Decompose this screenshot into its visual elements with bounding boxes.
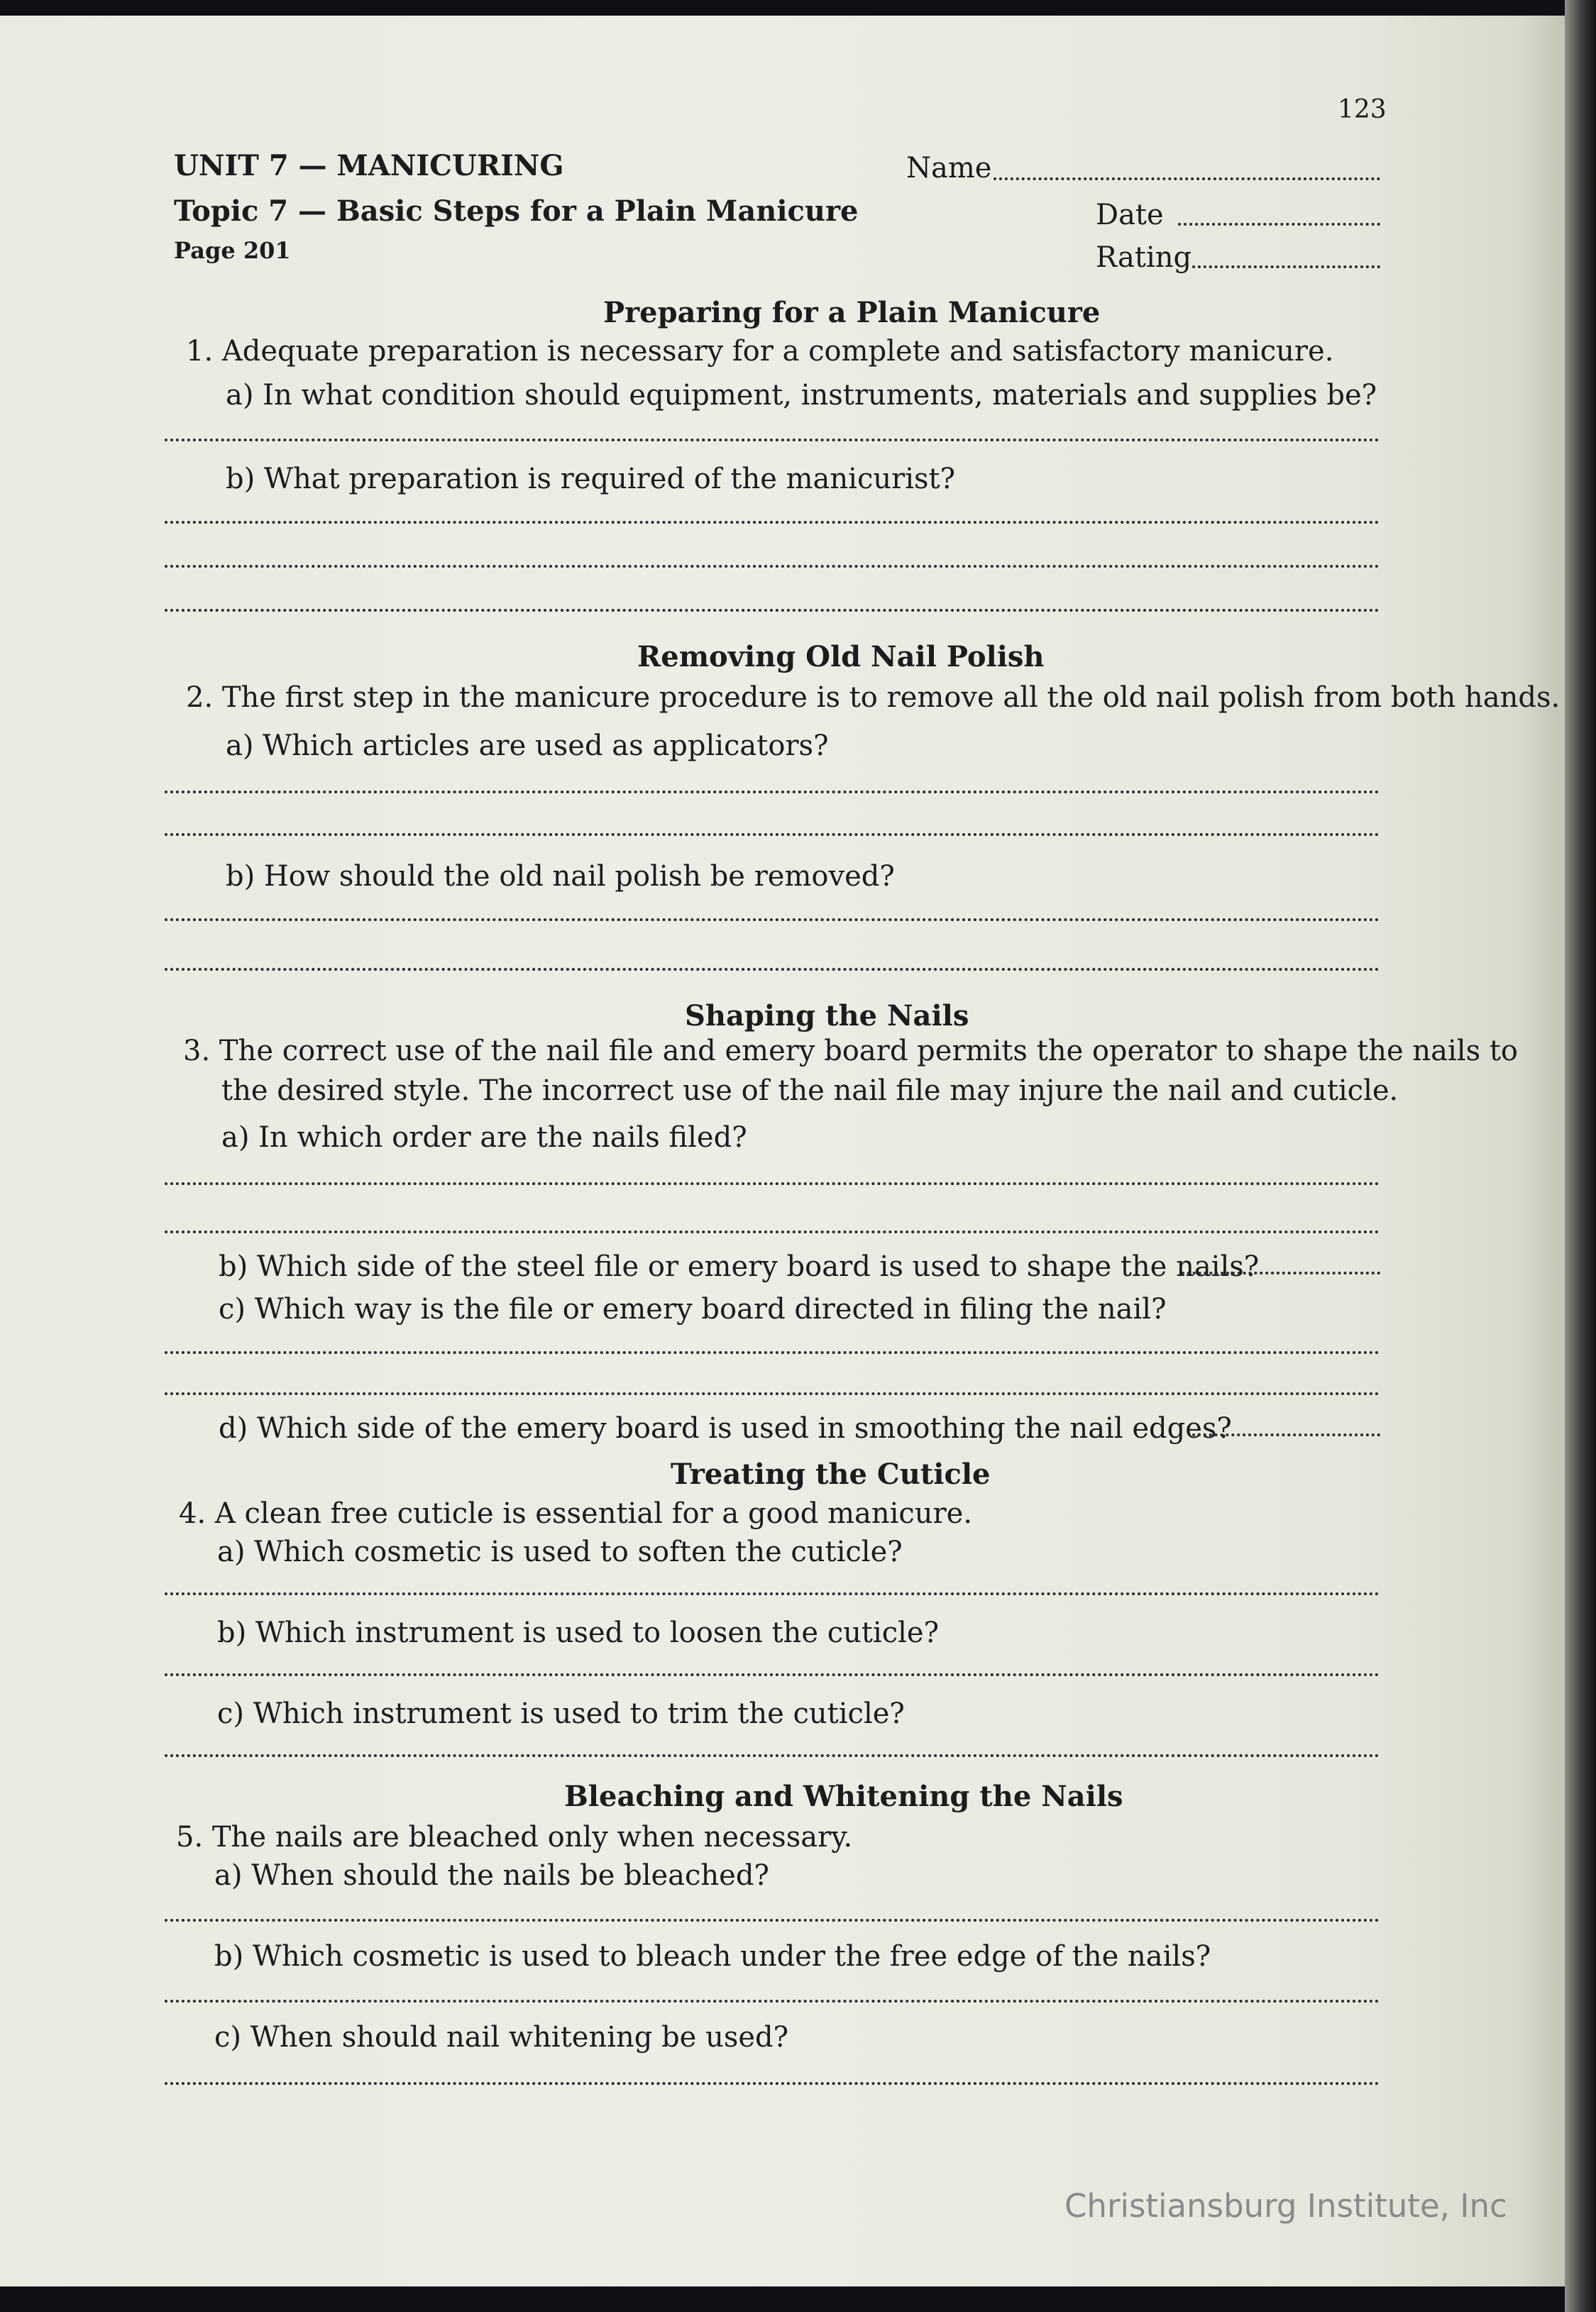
question: a) Which articles are used as applicators? (226, 730, 829, 762)
name-label: Name (906, 152, 992, 185)
section-title: Bleaching and Whitening the Nails (564, 1780, 1123, 1813)
section-intro: the desired style. The incorrect use of the nail file may injure the nail and cuticle. (221, 1074, 1399, 1107)
question: c) When should nail whitening be used? (214, 2021, 789, 2054)
section-intro: 1. Adequate preparation is necessary for a complete and satisfactory manicure. (186, 335, 1334, 368)
page-number: 123 (1338, 95, 1387, 124)
topic-title: Topic 7 — Basic Steps for a Plain Manicure (174, 194, 859, 228)
answer-line[interactable] (1182, 1272, 1380, 1275)
section-intro: 2. The first step in the manicure procedure is to remove all the old nail polish from both hands. (186, 681, 1561, 714)
rating-field[interactable] (1192, 265, 1380, 268)
section-intro: 4. A clean free cuticle is essential for a good manicure. (179, 1497, 973, 1530)
question: a) In what condition should equipment, instruments, materials and supplies be? (226, 379, 1377, 412)
answer-line[interactable] (165, 968, 1380, 971)
answer-line[interactable] (165, 2082, 1380, 2085)
book-spine (1565, 0, 1596, 2312)
answer-line[interactable] (165, 1231, 1380, 1233)
unit-title: UNIT 7 — MANICURING (174, 149, 564, 182)
name-field[interactable] (994, 177, 1380, 180)
answer-line[interactable] (1192, 1433, 1380, 1436)
answer-line[interactable] (165, 791, 1380, 793)
question: a) In which order are the nails filed? (221, 1121, 747, 1154)
answer-line[interactable] (165, 2000, 1380, 2003)
answer-line[interactable] (165, 1592, 1380, 1595)
answer-line[interactable] (165, 521, 1380, 524)
section-title: Shaping the Nails (685, 999, 969, 1033)
date-field[interactable] (1178, 223, 1380, 226)
section-title: Treating the Cuticle (671, 1458, 991, 1491)
worksheet-page (0, 16, 1583, 2286)
section-intro: 5. The nails are bleached only when necessary. (176, 1821, 853, 1854)
section-title: Removing Old Nail Polish (637, 640, 1045, 673)
answer-line[interactable] (165, 1392, 1380, 1395)
question: b) Which side of the steel file or emery board is used to shape the nails? (219, 1250, 1260, 1283)
question: b) How should the old nail polish be removed? (226, 860, 895, 893)
answer-line[interactable] (165, 918, 1380, 921)
answer-line[interactable] (165, 833, 1380, 836)
question: b) Which instrument is used to loosen the cuticle? (217, 1617, 940, 1649)
answer-line[interactable] (165, 1673, 1380, 1676)
answer-line[interactable] (165, 565, 1380, 568)
question: c) Which instrument is used to trim the cuticle? (217, 1697, 905, 1730)
date-label: Date (1096, 199, 1164, 231)
answer-line[interactable] (165, 1351, 1380, 1354)
question: a) Which cosmetic is used to soften the cuticle? (217, 1536, 903, 1568)
section-title: Preparing for a Plain Manicure (603, 296, 1101, 329)
question: d) Which side of the emery board is used in smoothing the nail edges? (219, 1412, 1232, 1445)
question: a) When should the nails be bleached? (214, 1859, 769, 1892)
question: b) What preparation is required of the manicurist? (226, 463, 956, 495)
section-intro: 3. The correct use of the nail file and emery board permits the operator to shape the nails to (183, 1035, 1518, 1067)
answer-line[interactable] (165, 1182, 1380, 1185)
answer-line[interactable] (165, 609, 1380, 612)
page-reference: Page 201 (174, 237, 291, 264)
question: b) Which cosmetic is used to bleach under the free edge of the nails? (214, 1940, 1211, 1973)
watermark: Christiansburg Institute, Inc (1064, 2187, 1507, 2225)
answer-line[interactable] (165, 1919, 1380, 1922)
rating-label: Rating (1096, 241, 1192, 274)
question: c) Which way is the file or emery board directed in filing the nail? (219, 1293, 1167, 1326)
answer-line[interactable] (165, 439, 1380, 441)
answer-line[interactable] (165, 1754, 1380, 1757)
